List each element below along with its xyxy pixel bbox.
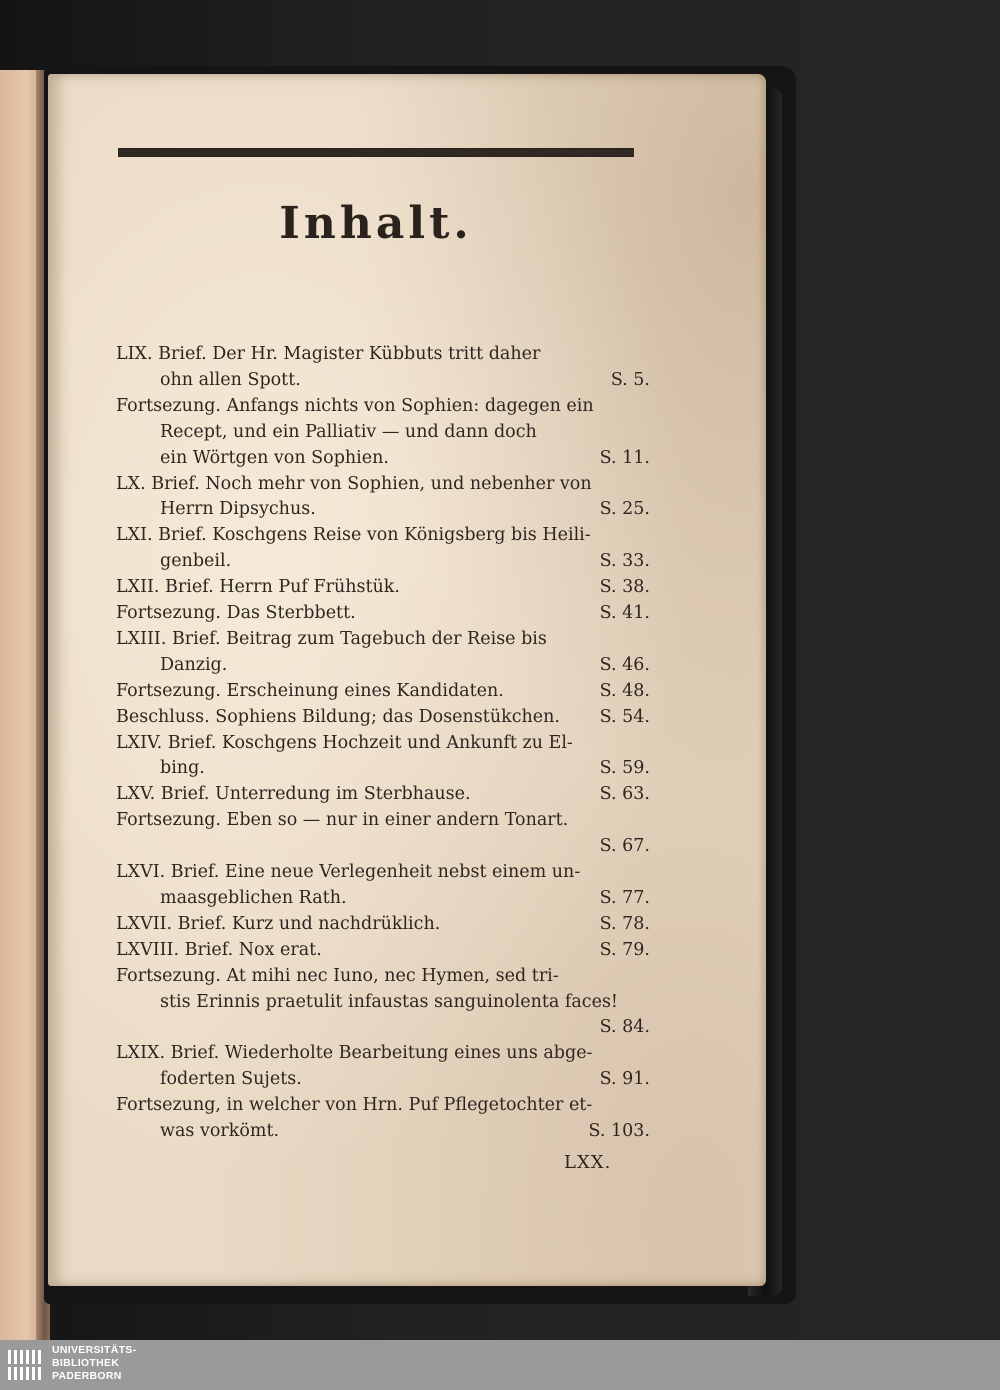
toc-entry-text: LIX. Brief. Der Hr. Magister Kübbuts tritt daher [116, 344, 541, 364]
toc-entry-text: bing. [160, 758, 205, 778]
toc-line [116, 912, 650, 937]
toc-entry-text: maasgeblichen Rath. [160, 888, 347, 908]
toc-line [116, 1041, 650, 1066]
toc-page-ref: S. 46. [599, 655, 650, 675]
toc-entry-text: LXVII. Brief. Kurz und nachdrüklich. [116, 914, 441, 934]
toc-entry-text: Fortsezung. Erscheinung eines Kandidaten. [116, 681, 504, 701]
toc-line [160, 990, 650, 1015]
toc-line [116, 342, 650, 367]
library-name-line1: UNIVERSITÄTS- [52, 1344, 137, 1356]
toc-page-ref: S. 59. [599, 758, 650, 778]
toc-line [160, 834, 650, 859]
toc-line [160, 368, 650, 393]
toc-line [160, 1015, 650, 1040]
toc-entry-text: Fortsezung. Eben so — nur in einer andern Tonart. [116, 810, 569, 830]
toc-line [160, 549, 650, 574]
toc-page-ref: S. 63. [599, 784, 650, 804]
toc-line [160, 886, 650, 911]
toc-page-ref: S. 103. [588, 1121, 650, 1141]
toc-line [160, 756, 650, 781]
toc-entry-text: LXVI. Brief. Eine neue Verlegenheit nebst einem un- [116, 862, 581, 882]
library-logo-icon [6, 1346, 46, 1384]
toc-line [116, 860, 650, 885]
toc-line [116, 575, 650, 600]
toc-entry-text: was vorkömt. [160, 1121, 280, 1141]
toc-line [116, 679, 650, 704]
toc-entry-text: ohn allen Spott. [160, 370, 301, 390]
catchword: LXX. [564, 1152, 612, 1173]
toc-entry-text: Fortsezung. Das Sterbbett. [116, 603, 356, 623]
toc-line [116, 1093, 650, 1118]
toc-line [160, 653, 650, 678]
library-name [52, 1344, 252, 1383]
toc-page-ref: S. 41. [599, 603, 650, 623]
toc-line [160, 446, 650, 471]
toc-page-ref: S. 84. [599, 1017, 650, 1037]
toc-line [116, 964, 650, 989]
toc-entry-text: ein Wörtgen von Sophien. [160, 448, 389, 468]
library-name-line2: BIBLIOTHEK [52, 1357, 120, 1369]
toc-entry-text: Herrn Dipsychus. [160, 499, 316, 519]
toc-page-ref: S. 79. [599, 940, 650, 960]
toc-entry-text: stis Erinnis praetulit infaustas sanguinolenta faces! [160, 992, 618, 1012]
toc-line [116, 731, 650, 756]
toc-page-ref: S. 38. [599, 577, 650, 597]
toc-page-ref: S. 78. [599, 914, 650, 934]
toc-line [116, 705, 650, 730]
toc-entry-text: Fortsezung. At mihi nec Iuno, nec Hymen, sed tri- [116, 966, 559, 986]
toc-page-ref: S. 77. [599, 888, 650, 908]
toc-page-ref: S. 54. [599, 707, 650, 727]
ornamental-rule [118, 148, 634, 157]
toc-page-ref: S. 67. [599, 836, 650, 856]
toc-line [160, 497, 650, 522]
toc-entry-text: LXVIII. Brief. Nox erat. [116, 940, 322, 960]
library-name-line3: PADERBORN [52, 1370, 122, 1382]
library-footer [0, 1340, 1000, 1390]
toc-entry-text: LXIX. Brief. Wiederholte Bearbeitung eines uns abge- [116, 1043, 593, 1063]
toc-entry-text: genbeil. [160, 551, 232, 571]
toc-entry-text: LXI. Brief. Koschgens Reise von Königsberg bis Heili- [116, 525, 591, 545]
toc-page-ref: S. 11. [599, 448, 650, 468]
page-heading: Inhalt. [279, 198, 473, 249]
toc-line [116, 394, 650, 419]
toc-line [116, 938, 650, 963]
toc-page-ref: S. 5. [610, 370, 650, 390]
toc-entry-text: LXV. Brief. Unterredung im Sterbhause. [116, 784, 471, 804]
toc-line [160, 1119, 650, 1144]
toc-entry-text: Beschluss. Sophiens Bildung; das Dosenstükchen. [116, 707, 560, 727]
toc-line [116, 782, 650, 807]
toc-entry-text: LXIII. Brief. Beitrag zum Tagebuch der Reise bis [116, 629, 547, 649]
toc-line [116, 523, 650, 548]
toc-line [160, 1067, 650, 1092]
toc-line [116, 601, 650, 626]
toc-entry-text: Fortsezung. Anfangs nichts von Sophien: dagegen ein [116, 396, 594, 416]
toc-entry-text: LXIV. Brief. Koschgens Hochzeit und Ankunft zu El- [116, 733, 573, 753]
toc-line [116, 808, 650, 833]
toc-entry-text: Danzig. [160, 655, 228, 675]
toc-page-ref: S. 91. [599, 1069, 650, 1089]
toc-entry-text: foderten Sujets. [160, 1069, 302, 1089]
toc-entry-text: LX. Brief. Noch mehr von Sophien, und nebenher von [116, 474, 592, 494]
toc-line [116, 472, 650, 497]
toc-line [116, 627, 650, 652]
toc-page-ref: S. 25. [599, 499, 650, 519]
toc-page-ref: S. 33. [599, 551, 650, 571]
toc-entry-text: Fortsezung, in welcher von Hrn. Puf Pflegetochter et- [116, 1095, 593, 1115]
toc-line [160, 420, 650, 445]
toc-page-ref: S. 48. [599, 681, 650, 701]
toc-entry-text: LXII. Brief. Herrn Puf Frühstük. [116, 577, 400, 597]
toc-entry-text: Recept, und ein Palliativ — und dann doch [160, 422, 537, 442]
